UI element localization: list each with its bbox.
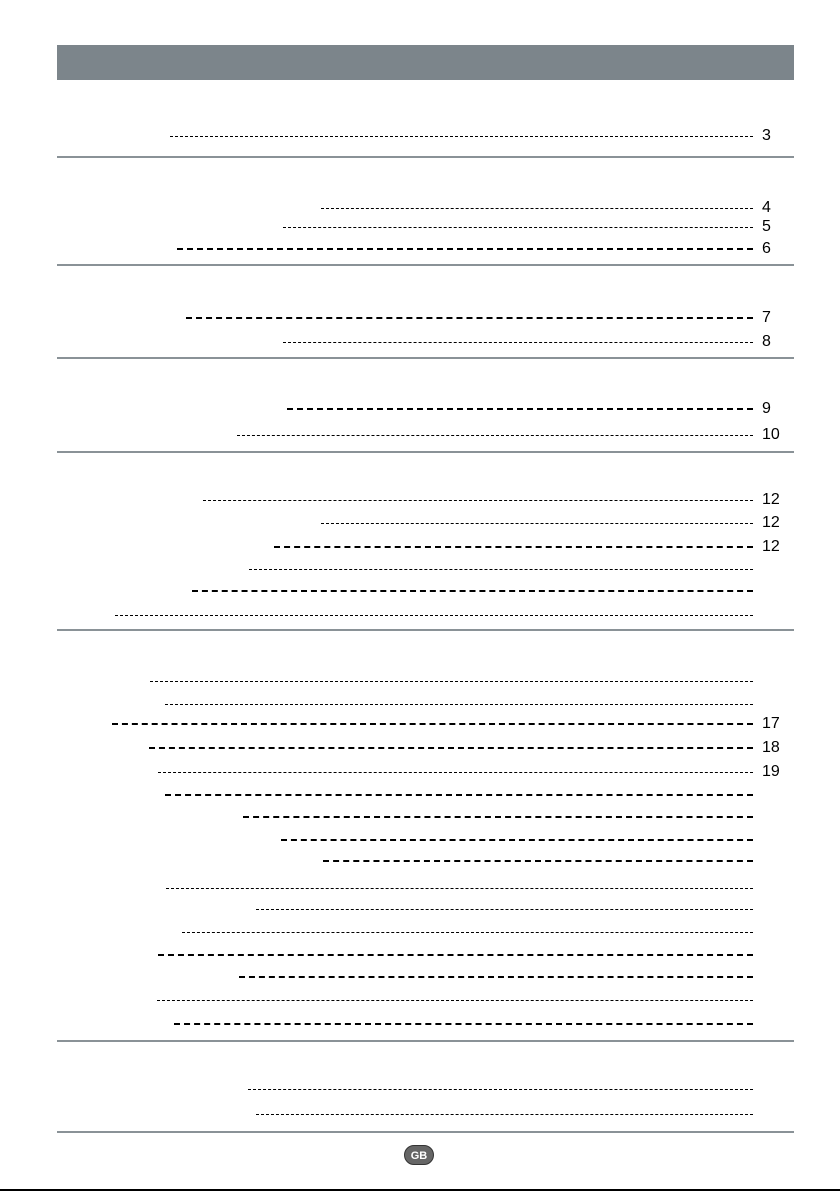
toc-entry[interactable] [0,605,840,625]
toc-entry[interactable] [0,1079,840,1099]
toc-entry[interactable] [0,308,840,328]
toc-entry[interactable] [0,198,840,218]
section-divider [57,156,794,158]
dot-leader [321,523,753,524]
dot-leader [158,954,753,956]
page-number: 12 [762,491,780,508]
dot-leader [112,723,753,725]
dot-leader [283,342,753,343]
dot-leader [283,227,753,228]
section-divider [57,357,794,359]
dot-leader [239,976,753,978]
toc-entry[interactable] [0,738,840,758]
toc-entry[interactable] [0,581,840,601]
dot-leader [166,888,753,889]
toc-entry[interactable] [0,990,840,1010]
toc-entry[interactable] [0,762,840,782]
toc-entry[interactable] [0,399,840,419]
language-badge: GB [404,1145,434,1165]
toc-entry[interactable] [0,899,840,919]
section-divider [57,629,794,631]
section-divider [57,264,794,266]
dot-leader [158,772,753,773]
dot-leader [157,1000,753,1001]
dot-leader [287,408,753,410]
page-bottom-edge [0,1189,840,1191]
toc-entry[interactable] [0,945,840,965]
toc-entry[interactable] [0,239,840,259]
dot-leader [150,681,753,682]
dot-leader [248,1089,753,1090]
dot-leader [192,590,753,592]
dot-leader [186,317,753,319]
toc-entry[interactable] [0,785,840,805]
dot-leader [256,909,753,910]
dot-leader [203,500,753,501]
section-divider [57,1131,794,1133]
page-number: 12 [762,538,780,555]
section-divider [57,1040,794,1042]
dot-leader [115,615,753,616]
toc-entry[interactable] [0,217,840,237]
page-number: 19 [762,763,780,780]
page-number: 8 [762,333,771,350]
page-number: 4 [762,199,771,216]
page-number: 17 [762,715,780,732]
page-number: 7 [762,309,771,326]
toc-entry[interactable] [0,1104,840,1124]
page-number: 12 [762,514,780,531]
toc-entry[interactable] [0,830,840,850]
dot-leader [281,839,753,841]
toc-entry[interactable] [0,513,840,533]
page-number: 9 [762,400,771,417]
dot-leader [274,546,753,548]
page-number: 10 [762,426,780,443]
dot-leader [256,1114,753,1115]
section-divider [57,451,794,453]
dot-leader [165,704,753,705]
toc-entry[interactable] [0,714,840,734]
toc-entry[interactable] [0,967,840,987]
toc-entry[interactable] [0,332,840,352]
dot-leader [177,248,753,250]
toc-entry[interactable] [0,490,840,510]
toc-entry[interactable] [0,1014,840,1034]
dot-leader [182,932,753,933]
dot-leader [165,794,753,796]
toc-entry[interactable] [0,878,840,898]
dot-leader [170,136,753,137]
dot-leader [323,860,753,862]
dot-leader [321,208,753,209]
toc-entry[interactable] [0,694,840,714]
page-number: 3 [762,127,771,144]
page-number: 6 [762,240,771,257]
page-number: 18 [762,739,780,756]
toc-entry[interactable] [0,537,840,557]
dot-leader [237,435,753,436]
toc-entry[interactable] [0,922,840,942]
toc-entry[interactable] [0,425,840,445]
toc-entry[interactable] [0,559,840,579]
toc-entry[interactable] [0,851,840,871]
dot-leader [243,816,753,818]
toc-entry[interactable] [0,671,840,691]
page-number: 5 [762,218,771,235]
toc-entry[interactable] [0,126,840,146]
dot-leader [149,747,753,749]
dot-leader [174,1023,753,1025]
dot-leader [249,569,753,570]
toc-entry[interactable] [0,807,840,827]
